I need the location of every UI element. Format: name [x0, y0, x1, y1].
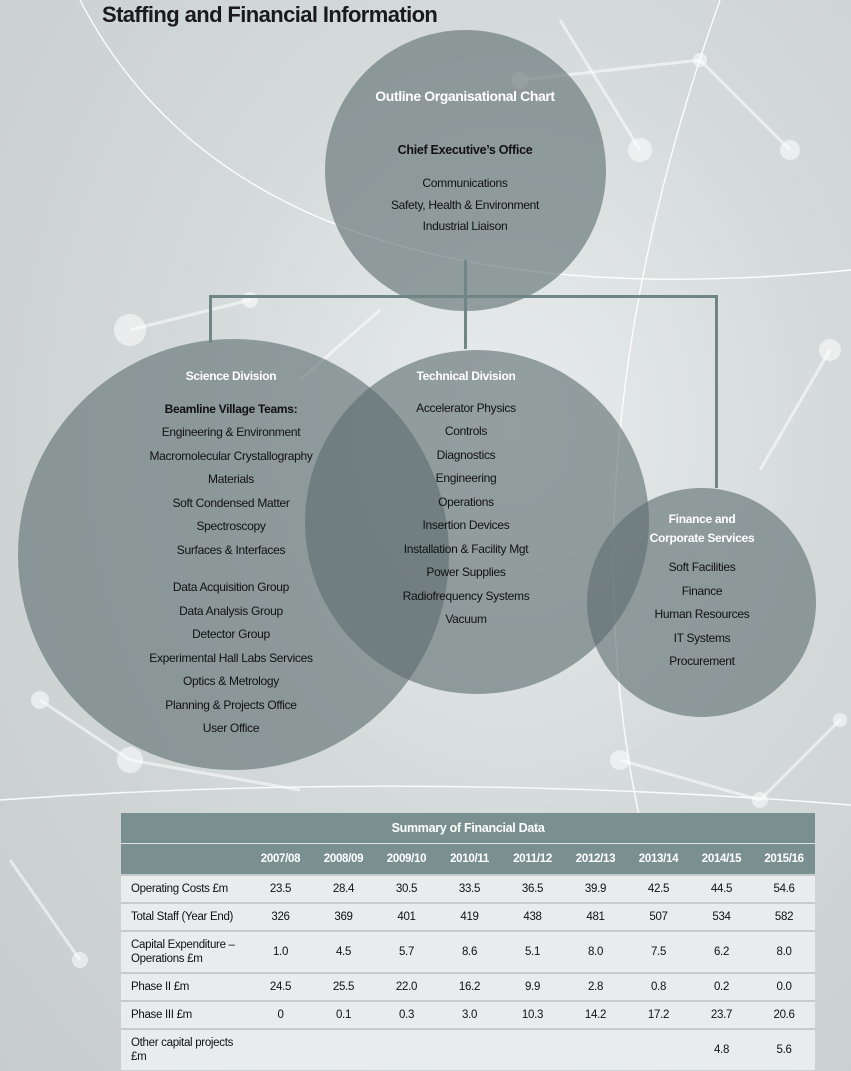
ceo-office-heading: Chief Executive’s Office: [397, 143, 533, 157]
year-header: 2009/10: [375, 844, 438, 876]
ceo-office-item: Safety, Health & Environment: [390, 197, 540, 212]
table-cell: 8.6: [438, 931, 501, 973]
science-team-item: Spectroscopy: [196, 519, 266, 533]
table-row: [121, 973, 815, 1001]
technical-item: Operations: [438, 494, 494, 509]
technical-item: Power Supplies: [426, 565, 506, 579]
table-cell: 326: [249, 903, 312, 931]
finance-division-heading-line1: Finance and: [668, 512, 736, 526]
table-cell: [438, 1029, 501, 1070]
table-cell: 5.1: [501, 931, 564, 973]
table-cell: [312, 1029, 375, 1070]
beamline-teams-heading: Beamline Village Teams:: [164, 401, 298, 416]
science-group-item: Data Analysis Group: [179, 603, 283, 618]
table-cell: 6.2: [690, 931, 753, 973]
table-cell: 23.5: [249, 875, 312, 903]
row-label: Phase II £m: [121, 973, 249, 1001]
science-team-item: Soft Condensed Matter: [172, 495, 290, 510]
science-division-heading: Science Division: [185, 369, 277, 383]
finance-division-heading-line2: Corporate Services: [649, 531, 755, 545]
ceo-office-item: Communications: [422, 176, 508, 190]
table-cell: [249, 1029, 312, 1070]
table-cell: 507: [627, 903, 690, 931]
table-cell: 534: [690, 903, 753, 931]
row-label: Operating Costs £m: [121, 875, 249, 903]
connector-line: [464, 295, 467, 349]
technical-item: Insertion Devices: [422, 518, 510, 532]
table-cell: 44.5: [690, 875, 753, 903]
table-cell: 30.5: [375, 875, 438, 903]
table-row: [121, 903, 815, 931]
header-blank: [121, 844, 249, 876]
science-group-item: Detector Group: [192, 627, 270, 641]
table-cell: 16.2: [438, 973, 501, 1001]
science-group-item: Planning & Projects Office: [165, 697, 297, 712]
technical-division-heading: Technical Division: [416, 369, 516, 383]
table-row: [121, 1001, 815, 1029]
table-cell: 36.5: [501, 875, 564, 903]
science-group-item: User Office: [202, 721, 260, 735]
table-cell: 0: [249, 1001, 312, 1029]
row-label: Phase III £m: [121, 1001, 249, 1029]
technical-item: Accelerator Physics: [416, 400, 516, 415]
page-title: Staffing and Financial Information: [102, 2, 438, 27]
table-cell: 17.2: [627, 1001, 690, 1029]
year-header: 2015/16: [753, 844, 815, 876]
table-cell: 20.6: [753, 1001, 815, 1029]
year-header: 2010/11: [438, 844, 501, 876]
table-cell: 42.5: [627, 875, 690, 903]
finance-item: Procurement: [669, 654, 735, 668]
table-cell: 401: [375, 903, 438, 931]
table-cell: 39.9: [564, 875, 627, 903]
technical-item: Radiofrequency Systems: [402, 588, 530, 603]
table-title: Summary of Financial Data: [121, 813, 815, 844]
table-cell: 0.8: [627, 973, 690, 1001]
table-cell: 4.5: [312, 931, 375, 973]
table-cell: 10.3: [501, 1001, 564, 1029]
science-group-item: Data Acquisition Group: [172, 580, 290, 594]
table-cell: 438: [501, 903, 564, 931]
connector-line: [209, 295, 212, 343]
table-cell: 8.0: [564, 931, 627, 973]
technical-item: Diagnostics: [436, 447, 496, 462]
table-cell: 28.4: [312, 875, 375, 903]
row-label: Capital Expenditure – Operations £m: [121, 931, 249, 973]
year-header: 2008/09: [312, 844, 375, 876]
science-team-item: Macromolecular Crystallography: [149, 448, 313, 463]
table-cell: 5.6: [753, 1029, 815, 1070]
table-cell: 9.9: [501, 973, 564, 1001]
table-cell: 7.5: [627, 931, 690, 973]
table-cell: 419: [438, 903, 501, 931]
connector-line: [715, 295, 718, 488]
table-cell: 23.7: [690, 1001, 753, 1029]
ceo-office-list: [330, 173, 600, 238]
science-group-item: Experimental Hall Labs Services: [149, 650, 313, 665]
science-division-text: [100, 365, 362, 741]
technical-item: Vacuum: [445, 612, 487, 626]
science-team-item: Surfaces & Interfaces: [176, 542, 286, 557]
table-cell: 1.0: [249, 931, 312, 973]
year-header: 2012/13: [564, 844, 627, 876]
table-cell: 0.3: [375, 1001, 438, 1029]
table-cell: 0.0: [753, 973, 815, 1001]
science-team-item: Engineering & Environment: [161, 425, 301, 439]
technical-item: Installation & Facility Mgt: [403, 541, 529, 556]
year-header: 2014/15: [690, 844, 753, 876]
table-cell: 14.2: [564, 1001, 627, 1029]
table-cell: 33.5: [438, 875, 501, 903]
year-header: 2007/08: [249, 844, 312, 876]
finance-item: Finance: [681, 583, 723, 598]
table-cell: 2.8: [564, 973, 627, 1001]
table-cell: [564, 1029, 627, 1070]
finance-item: IT Systems: [673, 630, 731, 645]
org-chart-title: Outline Organisational Chart: [375, 88, 555, 104]
table-cell: 24.5: [249, 973, 312, 1001]
science-group-item: Optics & Metrology: [183, 674, 279, 688]
science-team-item: Materials: [208, 472, 254, 486]
row-label: Total Staff (Year End): [121, 903, 249, 931]
table-row: [121, 1029, 815, 1070]
technical-item: Engineering: [435, 471, 497, 485]
table-cell: 25.5: [312, 973, 375, 1001]
table-cell: 8.0: [753, 931, 815, 973]
finance-item: Soft Facilities: [668, 560, 736, 574]
table-cell: 22.0: [375, 973, 438, 1001]
table-cell: [627, 1029, 690, 1070]
finance-item: Human Resources: [654, 607, 750, 621]
table-row: [121, 931, 815, 973]
table-cell: 3.0: [438, 1001, 501, 1029]
finance-division-text: [612, 510, 792, 674]
table-cell: 0.1: [312, 1001, 375, 1029]
table-cell: 54.6: [753, 875, 815, 903]
table-row: [121, 875, 815, 903]
row-label: Other capital projects £m: [121, 1029, 249, 1070]
year-header: 2013/14: [627, 844, 690, 876]
table-cell: [501, 1029, 564, 1070]
financial-summary-table: [121, 813, 815, 1070]
technical-division-text: [336, 365, 596, 632]
year-header: 2011/12: [501, 844, 564, 876]
table-cell: 4.8: [690, 1029, 753, 1070]
connector-line: [464, 260, 467, 296]
table-cell: 369: [312, 903, 375, 931]
table-cell: 582: [753, 903, 815, 931]
table-cell: 5.7: [375, 931, 438, 973]
table-cell: 481: [564, 903, 627, 931]
ceo-office-item: Industrial Liaison: [422, 219, 508, 233]
year-header-row: [121, 844, 815, 876]
table-cell: 0.2: [690, 973, 753, 1001]
table-cell: [375, 1029, 438, 1070]
technical-item: Controls: [444, 424, 488, 438]
